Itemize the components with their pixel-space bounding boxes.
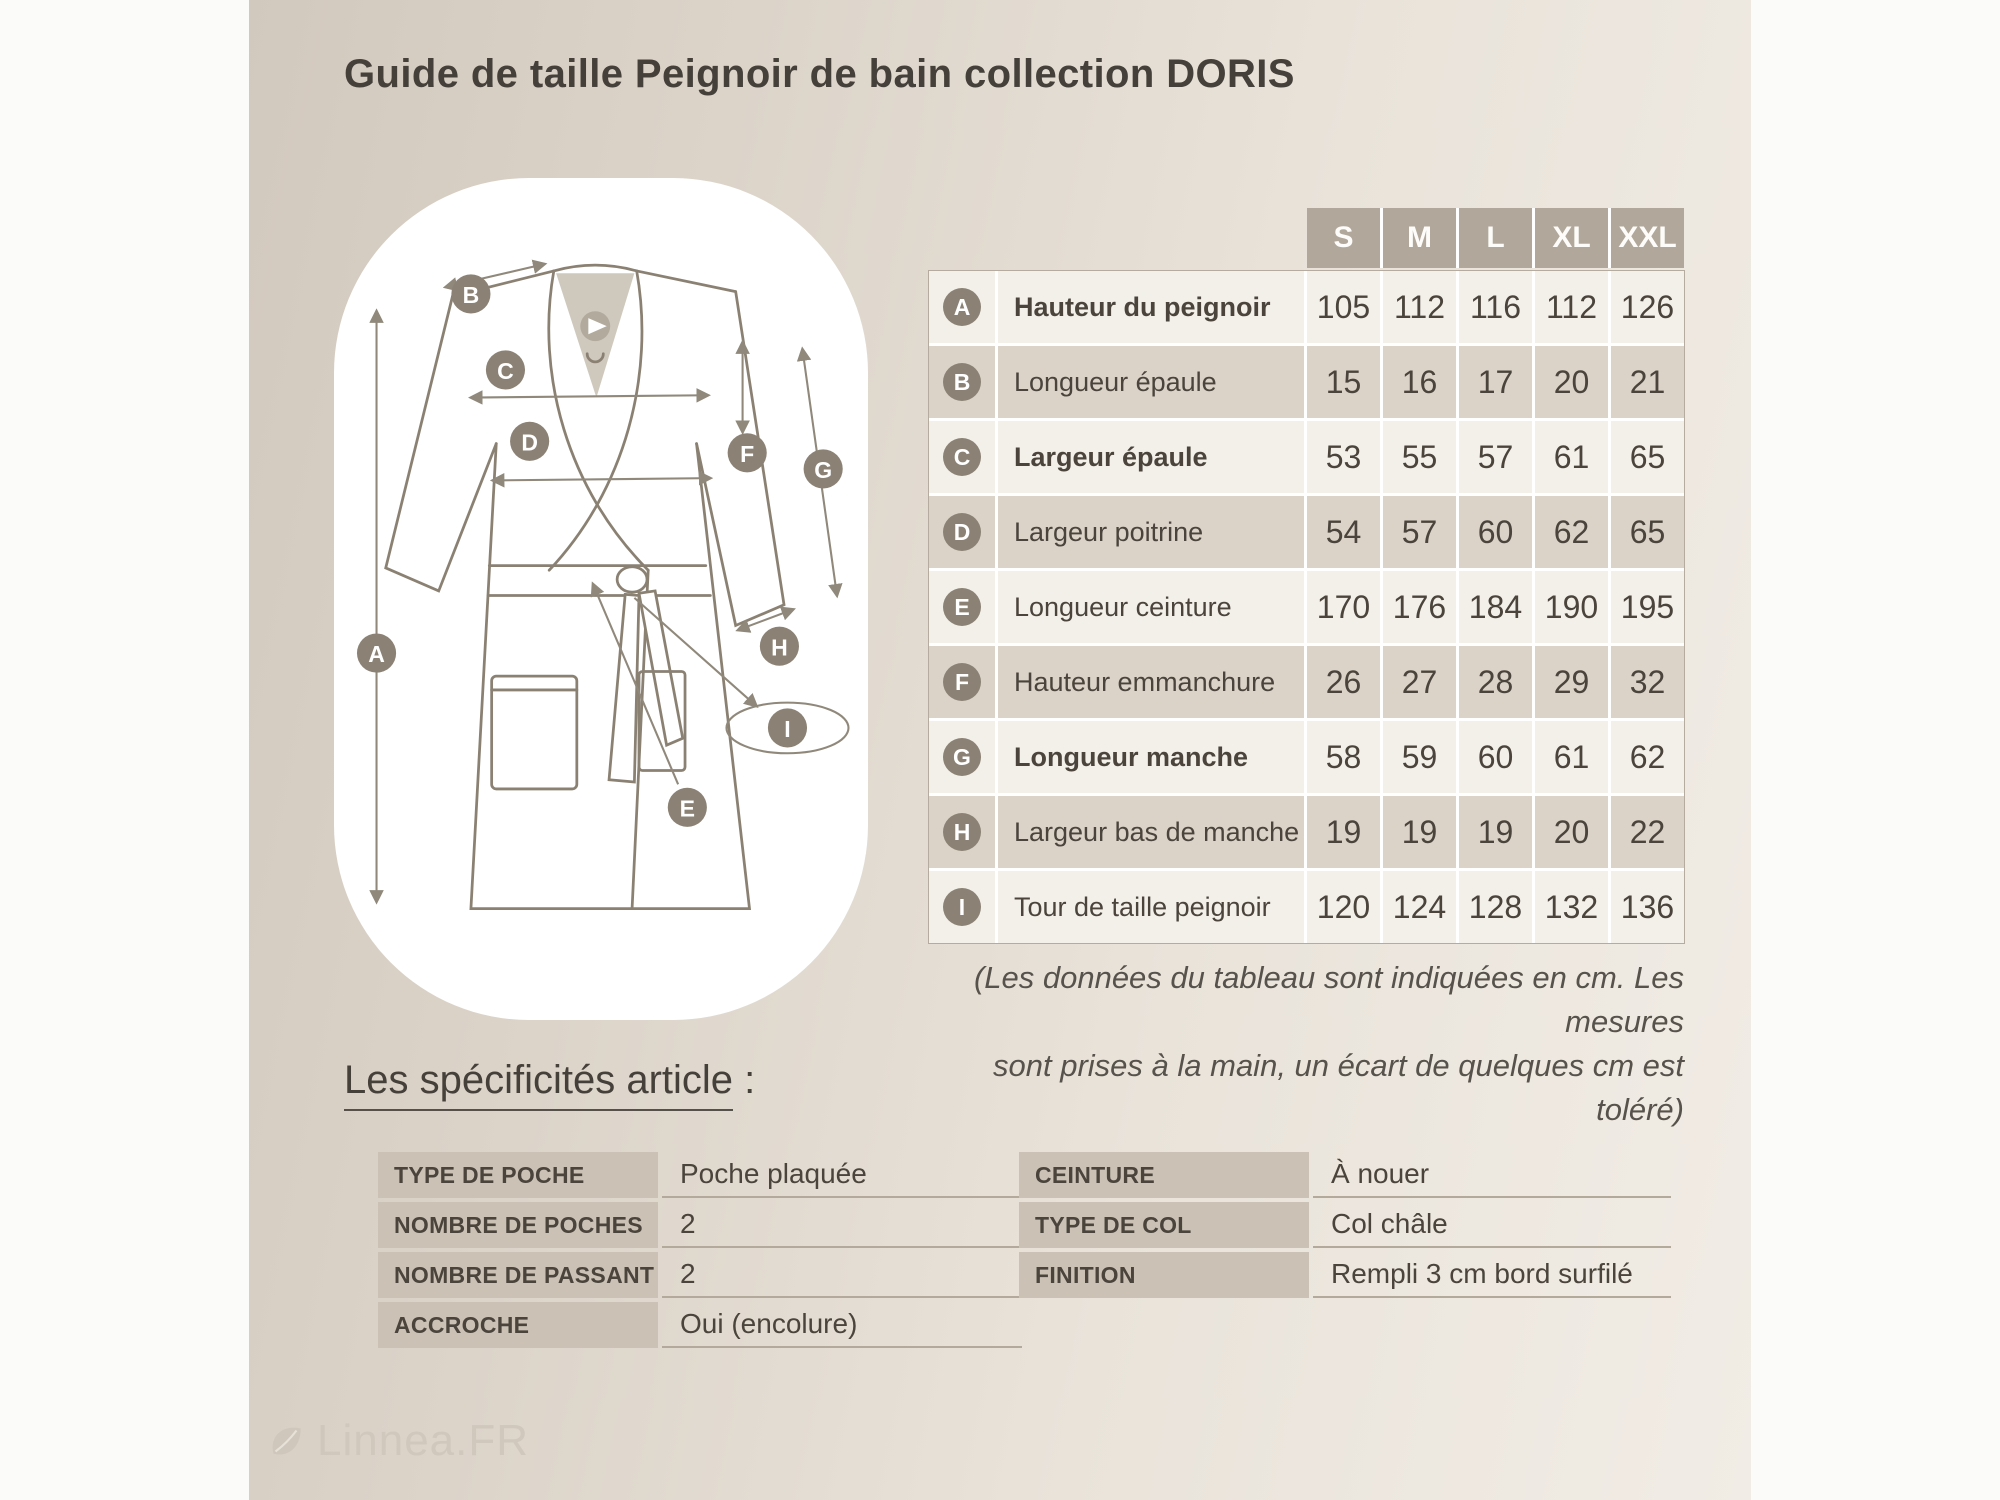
- measure-value: 195: [1611, 571, 1684, 643]
- measure-value: 190: [1535, 571, 1608, 643]
- spec-label: NOMBRE DE POCHES: [378, 1202, 658, 1248]
- measure-letter-cell: [929, 421, 995, 493]
- svg-text:F: F: [740, 440, 755, 467]
- measure-value: 17: [1459, 346, 1532, 418]
- spec-label: TYPE DE POCHE: [378, 1152, 658, 1198]
- measure-label: Longueur manche: [998, 721, 1304, 793]
- table-note-line2: sont prises à la main, un écart de quelques cm est toléré): [993, 1048, 1684, 1128]
- measure-value: 32: [1611, 646, 1684, 718]
- spec-value: Col châle: [1313, 1202, 1671, 1248]
- measure-letter-cell: [929, 796, 995, 868]
- svg-text:G: G: [814, 457, 833, 484]
- measure-value: 176: [1383, 571, 1456, 643]
- measure-value: 128: [1459, 871, 1532, 943]
- diagram-label-b-badge: [451, 274, 490, 313]
- measure-value: 62: [1535, 496, 1608, 568]
- measure-letter-badge: H: [943, 813, 981, 851]
- measure-value: 19: [1383, 796, 1456, 868]
- measure-value: 20: [1535, 796, 1608, 868]
- measure-value: 59: [1383, 721, 1456, 793]
- measure-value: 61: [1535, 721, 1608, 793]
- measure-value: 170: [1307, 571, 1380, 643]
- measure-label: Hauteur du peignoir: [998, 271, 1304, 343]
- spec-label: TYPE DE COL: [1019, 1202, 1309, 1248]
- measure-value: 112: [1535, 271, 1608, 343]
- size-column-header: L: [1459, 208, 1532, 268]
- svg-text:H: H: [771, 634, 788, 661]
- measure-value: 60: [1459, 496, 1532, 568]
- measure-value: 26: [1307, 646, 1380, 718]
- page-title: Guide de taille Peignoir de bain collection DORIS: [344, 52, 1295, 96]
- measure-value: 27: [1383, 646, 1456, 718]
- measure-letter-badge: D: [943, 513, 981, 551]
- measure-value: 20: [1535, 346, 1608, 418]
- diagram-label-f-badge: [728, 433, 767, 472]
- svg-text:C: C: [497, 358, 514, 385]
- measure-letter-badge: F: [943, 663, 981, 701]
- measure-letter-cell: [929, 646, 995, 718]
- measure-value: 21: [1611, 346, 1684, 418]
- measure-value: 58: [1307, 721, 1380, 793]
- spec-value: Poche plaquée: [662, 1152, 1022, 1198]
- measure-letter-cell: [929, 346, 995, 418]
- measure-value: 57: [1383, 496, 1456, 568]
- size-diagram-figure: [334, 178, 868, 1020]
- measure-value: 132: [1535, 871, 1608, 943]
- diagram-label-c-badge: [486, 350, 525, 389]
- measure-letter-badge: A: [943, 288, 981, 326]
- table-note: [929, 956, 1684, 1132]
- measure-label: Largeur poitrine: [998, 496, 1304, 568]
- diagram-label-d-badge: [510, 422, 549, 461]
- svg-text:B: B: [462, 282, 480, 309]
- size-column-header: M: [1383, 208, 1456, 268]
- diagram-label-h-badge: [760, 627, 799, 666]
- leaf-icon: [265, 1420, 307, 1462]
- measure-value: 112: [1383, 271, 1456, 343]
- specs-heading: [344, 1058, 755, 1103]
- measure-value: 105: [1307, 271, 1380, 343]
- content-canvas: [249, 0, 1751, 1500]
- brand-logo: [265, 1416, 529, 1466]
- measure-label: Longueur ceinture: [998, 571, 1304, 643]
- measure-letter-cell: [929, 871, 995, 943]
- diagram-label-g-badge: [804, 449, 843, 488]
- spec-value: Rempli 3 cm bord surfilé: [1313, 1252, 1671, 1298]
- spec-label: ACCROCHE: [378, 1302, 658, 1348]
- diagram-label-e-badge: [668, 788, 707, 827]
- spec-value: 2: [662, 1202, 1022, 1248]
- measure-letter-badge: G: [943, 738, 981, 776]
- measure-value: 57: [1459, 421, 1532, 493]
- bathrobe-diagram: [342, 188, 860, 1010]
- measure-letter-cell: [929, 721, 995, 793]
- measure-value: 126: [1611, 271, 1684, 343]
- measure-value: 62: [1611, 721, 1684, 793]
- measure-value: 184: [1459, 571, 1532, 643]
- measure-value: 136: [1611, 871, 1684, 943]
- measure-value: 55: [1383, 421, 1456, 493]
- spec-label: FINITION: [1019, 1252, 1309, 1298]
- measure-value: 120: [1307, 871, 1380, 943]
- spec-label: NOMBRE DE PASSANT: [378, 1252, 658, 1298]
- svg-text:A: A: [368, 641, 385, 668]
- measure-value: 60: [1459, 721, 1532, 793]
- measure-letter-cell: [929, 496, 995, 568]
- measure-value: 61: [1535, 421, 1608, 493]
- measure-letter-badge: I: [943, 888, 981, 926]
- measurement-arrows: [377, 264, 849, 902]
- brand-logo-text: Linnea.FR: [317, 1416, 530, 1465]
- measure-letter-badge: E: [943, 588, 981, 626]
- svg-text:D: D: [521, 429, 538, 456]
- size-column-header: S: [1307, 208, 1380, 268]
- measure-value: 16: [1383, 346, 1456, 418]
- specs-heading-text: Les spécificités article: [344, 1058, 733, 1111]
- spec-value: 2: [662, 1252, 1022, 1298]
- measure-value: 15: [1307, 346, 1380, 418]
- svg-text:E: E: [679, 795, 696, 822]
- size-table-body: [929, 271, 1684, 943]
- size-column-header: XXL: [1611, 208, 1684, 268]
- measure-letter-cell: [929, 571, 995, 643]
- measure-value: 29: [1535, 646, 1608, 718]
- measure-letter-badge: C: [943, 438, 981, 476]
- measure-label: Hauteur emmanchure: [998, 646, 1304, 718]
- measure-value: 19: [1459, 796, 1532, 868]
- measure-value: 53: [1307, 421, 1380, 493]
- svg-text:I: I: [784, 716, 791, 743]
- measure-value: 22: [1611, 796, 1684, 868]
- bathrobe-drawing: [386, 265, 784, 908]
- specs-table-right: [1019, 1152, 1671, 1298]
- spec-value: Oui (encolure): [662, 1302, 1022, 1348]
- measure-label: Largeur épaule: [998, 421, 1304, 493]
- measure-value: 65: [1611, 421, 1684, 493]
- spec-label: CEINTURE: [1019, 1152, 1309, 1198]
- diagram-label-a-badge: [357, 634, 396, 673]
- size-column-header: XL: [1535, 208, 1608, 268]
- measure-letter-badge: B: [943, 363, 981, 401]
- diagram-label-i-badge: [768, 708, 807, 747]
- measure-letter-cell: [929, 271, 995, 343]
- specs-heading-colon: :: [733, 1058, 756, 1102]
- measure-value: 65: [1611, 496, 1684, 568]
- measure-value: 28: [1459, 646, 1532, 718]
- measure-value: 54: [1307, 496, 1380, 568]
- measure-label: Tour de taille peignoir: [998, 871, 1304, 943]
- measure-label: Largeur bas de manche: [998, 796, 1304, 868]
- measure-value: 116: [1459, 271, 1532, 343]
- measure-value: 124: [1383, 871, 1456, 943]
- table-note-line1: (Les données du tableau sont indiquées en cm. Les mesures: [973, 960, 1684, 1040]
- specs-table-left: [378, 1152, 1022, 1348]
- measure-value: 19: [1307, 796, 1380, 868]
- spec-value: À nouer: [1313, 1152, 1671, 1198]
- size-table: [929, 208, 1684, 943]
- measure-label: Longueur épaule: [998, 346, 1304, 418]
- size-table-header: [1307, 208, 1684, 268]
